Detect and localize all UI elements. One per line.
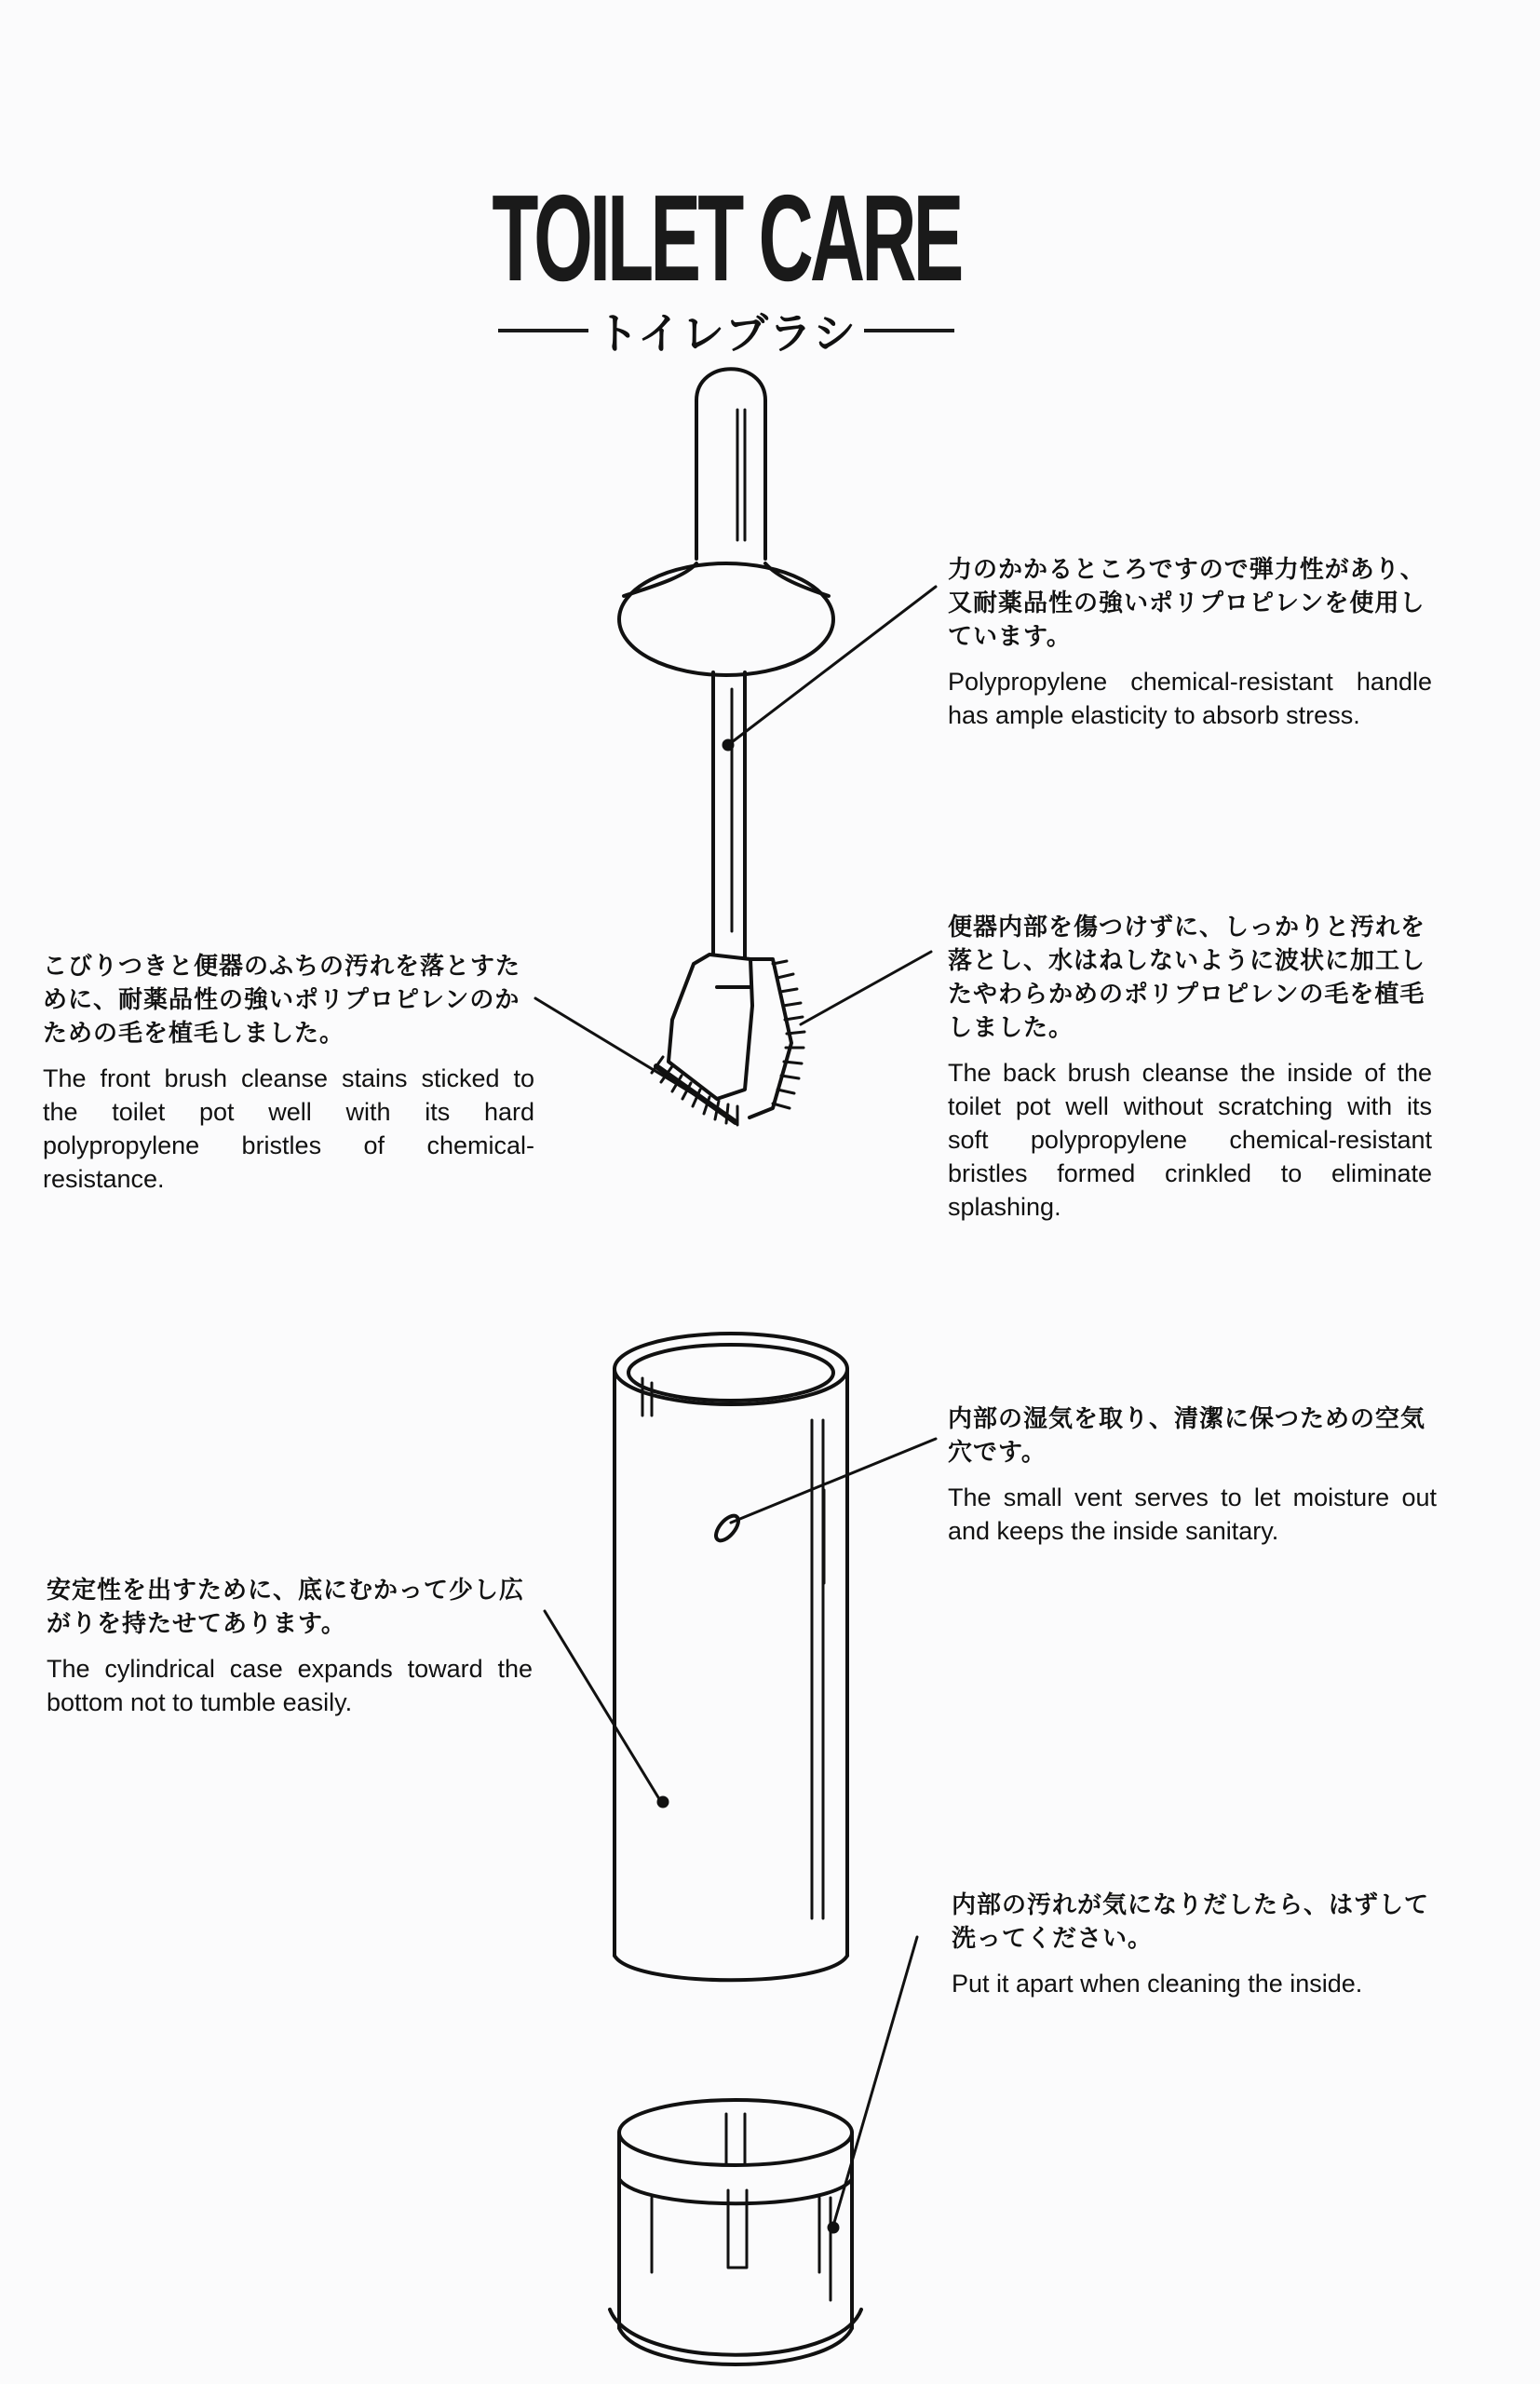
note-vent-en: The small vent serves to let moisture out and keeps the inside sanitary. [948,1483,1437,1545]
note-back-brush [948,911,1432,1224]
note-case-en: The cylindrical case expands toward the bottom not to tumble easily. [47,1655,533,1716]
note-front-brush-en: The front brush cleanse stains sticked to the toilet pot well with its hard polypropylene bristles of chemical-resistance. [43,1064,534,1193]
note-handle-en: Polypropylene chemical-resistant handle has ample elasticity to absorb stress. [948,668,1432,729]
note-handle-ja: 力のかかるところですので弾力性があり、又耐薬品性の強いポリプロピレンを使用しています。 [948,556,1425,651]
note-case [47,1574,533,1719]
base-illustration [610,2100,861,2364]
note-base-en: Put it apart when cleaning the inside. [952,1970,1363,1998]
leader-lines [535,587,936,2232]
note-front-brush-ja: こびりつきと便器のふちの汚れを落とすために、耐薬品性の強いポリプロピレンのかための毛を植毛しました。 [43,953,521,1048]
page-title: TOILET CARE [492,169,961,306]
brush-head-illustration [652,955,804,1125]
note-base-ja: 内部の汚れが気になりだしたら、はずして洗ってください。 [952,1891,1430,1953]
note-handle [948,553,1432,732]
note-vent [948,1402,1437,1548]
note-back-brush-ja: 便器内部を傷つけずに、しっかりと汚れを落とし、水はねしないように波状に加工したやわらかめのポリプロピレンの毛を植毛しました。 [948,914,1426,1042]
note-case-ja: 安定性を出すために、底にむかって少し広がりを持たせてあります。 [47,1577,525,1638]
subtitle-text: トイレブラシ [596,308,857,359]
note-back-brush-en: The back brush cleanse the inside of the toilet pot well without scratching with its soft polypropylene chemical-resistant bristles formed crinkled to eliminate splashing. [948,1059,1432,1221]
note-base [952,1889,1443,2000]
brush-handle-illustration [619,369,833,959]
note-front-brush [43,950,534,1196]
case-illustration [615,1334,847,1980]
note-vent-ja: 内部の湿気を取り、清潔に保つための空気穴です。 [948,1405,1426,1467]
